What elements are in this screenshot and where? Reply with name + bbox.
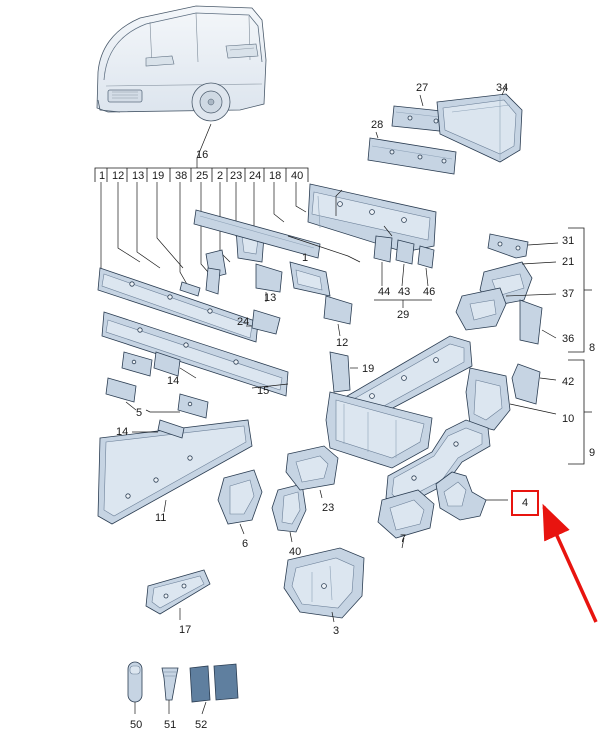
callout-27: 27 xyxy=(416,82,429,94)
callout-31: 31 xyxy=(562,235,575,247)
callout-42: 42 xyxy=(562,376,575,388)
part-14a xyxy=(122,352,152,376)
callout-51: 51 xyxy=(164,719,177,731)
callout-18: 18 xyxy=(269,170,282,182)
part-28 xyxy=(368,132,456,174)
callout-9: 9 xyxy=(589,447,596,459)
callout-50: 50 xyxy=(130,719,143,731)
callout-17: 17 xyxy=(179,624,192,636)
part-40-lower xyxy=(272,484,306,542)
callout-29: 29 xyxy=(397,309,410,321)
callout-3: 3 xyxy=(333,625,340,637)
callout-7: 7 xyxy=(400,533,407,545)
callout-46: 46 xyxy=(423,286,436,298)
part-36 xyxy=(520,300,556,344)
callout-15: 15 xyxy=(257,385,270,397)
part-3 xyxy=(284,548,364,622)
part-40-upper xyxy=(180,282,200,296)
part-5a xyxy=(106,378,136,410)
callout-13: 13 xyxy=(132,170,145,182)
parts-group xyxy=(98,86,592,714)
callout-14a: 14 xyxy=(167,375,180,387)
callout-11: 11 xyxy=(155,512,167,524)
callout-16: 16 xyxy=(196,149,209,161)
part-51 xyxy=(162,668,178,714)
part-31 xyxy=(488,234,558,258)
callout-25: 25 xyxy=(196,170,209,182)
part-12 xyxy=(324,296,352,336)
callout-23b: 23 xyxy=(322,502,335,514)
callout-8: 8 xyxy=(589,342,596,354)
callout-23: 23 xyxy=(230,170,243,182)
callout-34: 34 xyxy=(496,82,509,94)
part-29 xyxy=(308,184,436,252)
callout-13b: 13 xyxy=(264,292,277,304)
vehicle-illustration xyxy=(97,6,266,121)
callout-12b: 12 xyxy=(336,337,349,349)
callout-40: 40 xyxy=(291,170,304,182)
callout-44: 44 xyxy=(378,286,391,298)
callout-28: 28 xyxy=(371,119,384,131)
part-50 xyxy=(128,662,142,714)
callout-21: 21 xyxy=(562,256,575,268)
callout-5: 5 xyxy=(136,407,143,419)
callout-1b: 1 xyxy=(302,252,309,264)
callout-1: 1 xyxy=(99,170,106,182)
part-46 xyxy=(418,246,434,286)
part-42 xyxy=(512,364,556,404)
highlight-label: 4 xyxy=(521,497,529,509)
bracket-29 xyxy=(374,300,432,308)
callout-24b: 24 xyxy=(237,316,250,328)
part-5b xyxy=(146,394,208,418)
callout-52: 52 xyxy=(195,719,208,731)
part-4 xyxy=(436,472,508,520)
callout-19: 19 xyxy=(152,170,165,182)
callout-2: 2 xyxy=(217,170,224,182)
part-52 xyxy=(190,664,238,714)
part-2 xyxy=(206,268,220,294)
highlight-box-part-4[interactable] xyxy=(511,490,539,516)
part-19 xyxy=(330,352,358,392)
callout-24: 24 xyxy=(249,170,262,182)
part-44 xyxy=(374,236,392,286)
part-43 xyxy=(396,240,414,286)
part-10 xyxy=(466,368,556,430)
callout-12: 12 xyxy=(112,170,125,182)
part-17 xyxy=(146,570,210,620)
callout-6: 6 xyxy=(242,538,249,550)
callout-40b: 40 xyxy=(289,546,302,558)
highlight-arrow xyxy=(544,507,596,622)
callout-38: 38 xyxy=(175,170,188,182)
callout-19b: 19 xyxy=(362,363,375,375)
callout-37: 37 xyxy=(562,288,575,300)
callout-10: 10 xyxy=(562,413,575,425)
part-6 xyxy=(218,470,262,534)
part-1-right-upper xyxy=(290,262,330,296)
callout-14b: 14 xyxy=(116,426,129,438)
callout-36: 36 xyxy=(562,333,575,345)
callout-43: 43 xyxy=(398,286,411,298)
